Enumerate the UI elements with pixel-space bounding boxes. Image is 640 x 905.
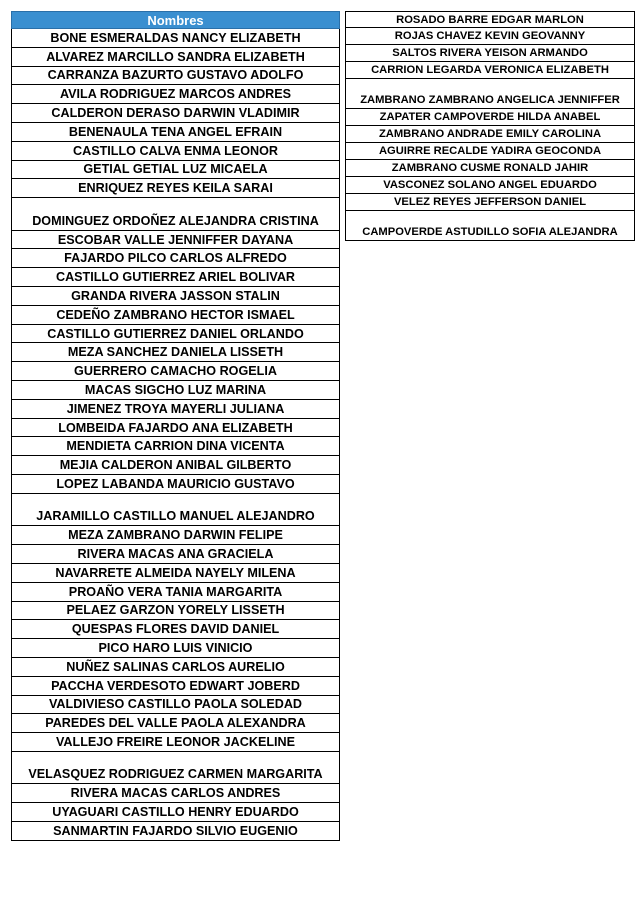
table-row: UYAGUARI CASTILLO HENRY EDUARDO: [11, 803, 340, 822]
table-row: JIMENEZ TROYA MAYERLI JULIANA: [11, 400, 340, 419]
table-row: CAMPOVERDE ASTUDILLO SOFIA ALEJANDRA: [345, 211, 635, 241]
table-row: ROSADO BARRE EDGAR MARLON: [345, 11, 635, 28]
table-row: ZAPATER CAMPOVERDE HILDA ANABEL: [345, 109, 635, 126]
table-row: RIVERA MACAS CARLOS ANDRES: [11, 784, 340, 803]
table-row: PACCHA VERDESOTO EDWART JOBERD: [11, 677, 340, 696]
table-row: ROJAS CHAVEZ KEVIN GEOVANNY: [345, 28, 635, 45]
table-row: VALDIVIESO CASTILLO PAOLA SOLEDAD: [11, 696, 340, 715]
table-row: NUÑEZ SALINAS CARLOS AURELIO: [11, 658, 340, 677]
table-row: GETIAL GETIAL LUZ MICAELA: [11, 161, 340, 180]
table-row: CASTILLO GUTIERREZ ARIEL BOLIVAR: [11, 268, 340, 287]
table-row: ZAMBRANO ANDRADE EMILY CAROLINA: [345, 126, 635, 143]
table-row: ESCOBAR VALLE JENNIFFER DAYANA: [11, 231, 340, 250]
table-row: RIVERA MACAS ANA GRACIELA: [11, 545, 340, 564]
table-row: CASTILLO CALVA ENMA LEONOR: [11, 142, 340, 161]
table-row: AGUIRRE RECALDE YADIRA GEOCONDA: [345, 143, 635, 160]
table-row: CALDERON DERASO DARWIN VLADIMIR: [11, 104, 340, 123]
table-row: LOMBEIDA FAJARDO ANA ELIZABETH: [11, 419, 340, 438]
table-row: MEZA ZAMBRANO DARWIN FELIPE: [11, 526, 340, 545]
table-row: JARAMILLO CASTILLO MANUEL ALEJANDRO: [11, 494, 340, 527]
table-row: ZAMBRANO ZAMBRANO ANGELICA JENNIFFER: [345, 79, 635, 109]
table-row: SANMARTIN FAJARDO SILVIO EUGENIO: [11, 822, 340, 841]
table-row: BENENAULA TENA ANGEL EFRAIN: [11, 123, 340, 142]
table-row: ENRIQUEZ REYES KEILA SARAI: [11, 179, 340, 198]
table-row: GRANDA RIVERA JASSON STALIN: [11, 287, 340, 306]
table-row: MENDIETA CARRION DINA VICENTA: [11, 437, 340, 456]
table-row: VALLEJO FREIRE LEONOR JACKELINE: [11, 733, 340, 752]
table-row: VELEZ REYES JEFFERSON DANIEL: [345, 194, 635, 211]
table-row: MACAS SIGCHO LUZ MARINA: [11, 381, 340, 400]
table-row: CARRION LEGARDA VERONICA ELIZABETH: [345, 62, 635, 79]
table-row: CASTILLO GUTIERREZ DANIEL ORLANDO: [11, 325, 340, 344]
table-row: AVILA RODRIGUEZ MARCOS ANDRES: [11, 85, 340, 104]
names-table-left: [11, 11, 340, 841]
table-row: PELAEZ GARZON YORELY LISSETH: [11, 602, 340, 621]
left-table-body: [11, 29, 340, 841]
table-row: CARRANZA BAZURTO GUSTAVO ADOLFO: [11, 67, 340, 86]
table-row: BONE ESMERALDAS NANCY ELIZABETH: [11, 29, 340, 48]
table-row: MEJIA CALDERON ANIBAL GILBERTO: [11, 456, 340, 475]
column-header-nombres: Nombres: [11, 11, 340, 29]
table-row: PICO HARO LUIS VINICIO: [11, 639, 340, 658]
table-row: MEZA SANCHEZ DANIELA LISSETH: [11, 343, 340, 362]
table-row: FAJARDO PILCO CARLOS ALFREDO: [11, 249, 340, 268]
table-row: PROAÑO VERA TANIA MARGARITA: [11, 583, 340, 602]
table-row: NAVARRETE ALMEIDA NAYELY MILENA: [11, 564, 340, 583]
table-row: CEDEÑO ZAMBRANO HECTOR ISMAEL: [11, 306, 340, 325]
table-row: PAREDES DEL VALLE PAOLA ALEXANDRA: [11, 714, 340, 733]
table-row: QUESPAS FLORES DAVID DANIEL: [11, 620, 340, 639]
names-table-right: [345, 11, 635, 241]
table-row: ALVAREZ MARCILLO SANDRA ELIZABETH: [11, 48, 340, 67]
table-row: VASCONEZ SOLANO ANGEL EDUARDO: [345, 177, 635, 194]
table-row: GUERRERO CAMACHO ROGELIA: [11, 362, 340, 381]
right-table-body: [345, 11, 635, 241]
table-row: SALTOS RIVERA YEISON ARMANDO: [345, 45, 635, 62]
table-row: DOMINGUEZ ORDOÑEZ ALEJANDRA CRISTINA: [11, 198, 340, 231]
table-row: ZAMBRANO CUSME RONALD JAHIR: [345, 160, 635, 177]
table-row: LOPEZ LABANDA MAURICIO GUSTAVO: [11, 475, 340, 494]
table-row: VELASQUEZ RODRIGUEZ CARMEN MARGARITA: [11, 752, 340, 785]
